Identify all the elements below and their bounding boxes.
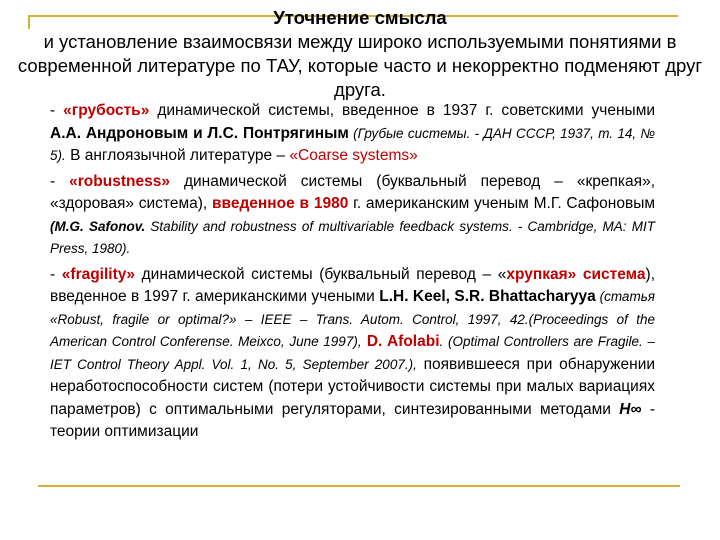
author-afolabi: D. Afolabi bbox=[361, 333, 440, 350]
title-rest: и установление взаимосвязи между широко используемыми понятиями в современной литературе по ТАУ, которые часто и некорректно подменяют друг друга. bbox=[17, 31, 703, 100]
citation-author: (M.G. Safonov. bbox=[50, 218, 146, 234]
term-fragility: «fragility» bbox=[61, 265, 136, 283]
item-coarseness bbox=[50, 100, 655, 168]
item-text: динамической системы (буквальный перевод – « bbox=[135, 265, 507, 283]
slide-title bbox=[0, 6, 720, 102]
item-text: ), введенное в 1997 г. американскими учеными bbox=[50, 265, 656, 305]
item-fragility bbox=[50, 264, 655, 444]
citation: (Грубые системы. - ДАН СССР, 1937, т. 14, № 5). bbox=[50, 125, 655, 163]
item-text: динамической системы (буквальный перевод – «крепкая», «здоровая» система), bbox=[50, 172, 655, 212]
item-text: динамической системы, введенное в 1937 г. советскими учеными bbox=[149, 102, 656, 119]
citation: (статья «Robust, fragile or optimal?» – IEEE – Trans. Autom. Control, 1997, 42.(Proceedings of the American Control Conferense. Meixco, June 1997), bbox=[50, 289, 656, 349]
citation: Stability and robustness of multivariable feedback systems. - Cambridge, MA: MIT Press, 1980). bbox=[50, 218, 655, 256]
slide-body bbox=[50, 100, 655, 447]
term-robustness: «robustness» bbox=[69, 172, 170, 190]
bullet-dash: - bbox=[50, 172, 70, 190]
title-line-1: Уточнение смысла bbox=[273, 7, 447, 28]
item-text: г. американским ученым М.Г. Сафоновым bbox=[348, 195, 655, 212]
bottom-rule bbox=[38, 485, 680, 487]
authors-andronov-pontryagin: А.А. Андроновым и Л.С. Понтрягиным bbox=[50, 124, 349, 142]
term-coarse-systems: «Coarse systems» bbox=[289, 147, 418, 164]
item-text: появившееся при обнаружении неработоспособности систем (потери устойчивости системы при малых вариациях параметров) с оптимальными регуляторами, синтезированными методами bbox=[50, 355, 656, 418]
term-fragile-system: хрупкая» система bbox=[506, 265, 646, 283]
authors-keel-bhattacharyya: L.H. Keel, S.R. Bhattacharyya bbox=[379, 288, 596, 305]
term-coarseness: «грубость» bbox=[63, 102, 150, 119]
h-infinity: H∞ bbox=[619, 400, 642, 418]
bullet-dash: - bbox=[50, 265, 62, 283]
citation: . (Optimal Controllers are Fragile. – IET Control Theory Appl. Vol. 1, No. 5, September 2007.), bbox=[50, 334, 656, 372]
item-text: - теории оптимизации bbox=[50, 400, 655, 440]
bullet-dash: - bbox=[50, 102, 64, 119]
item-text: В англоязычной литературе – bbox=[65, 147, 290, 164]
intro-year: введенное в 1980 bbox=[212, 195, 349, 212]
item-robustness bbox=[50, 171, 655, 261]
